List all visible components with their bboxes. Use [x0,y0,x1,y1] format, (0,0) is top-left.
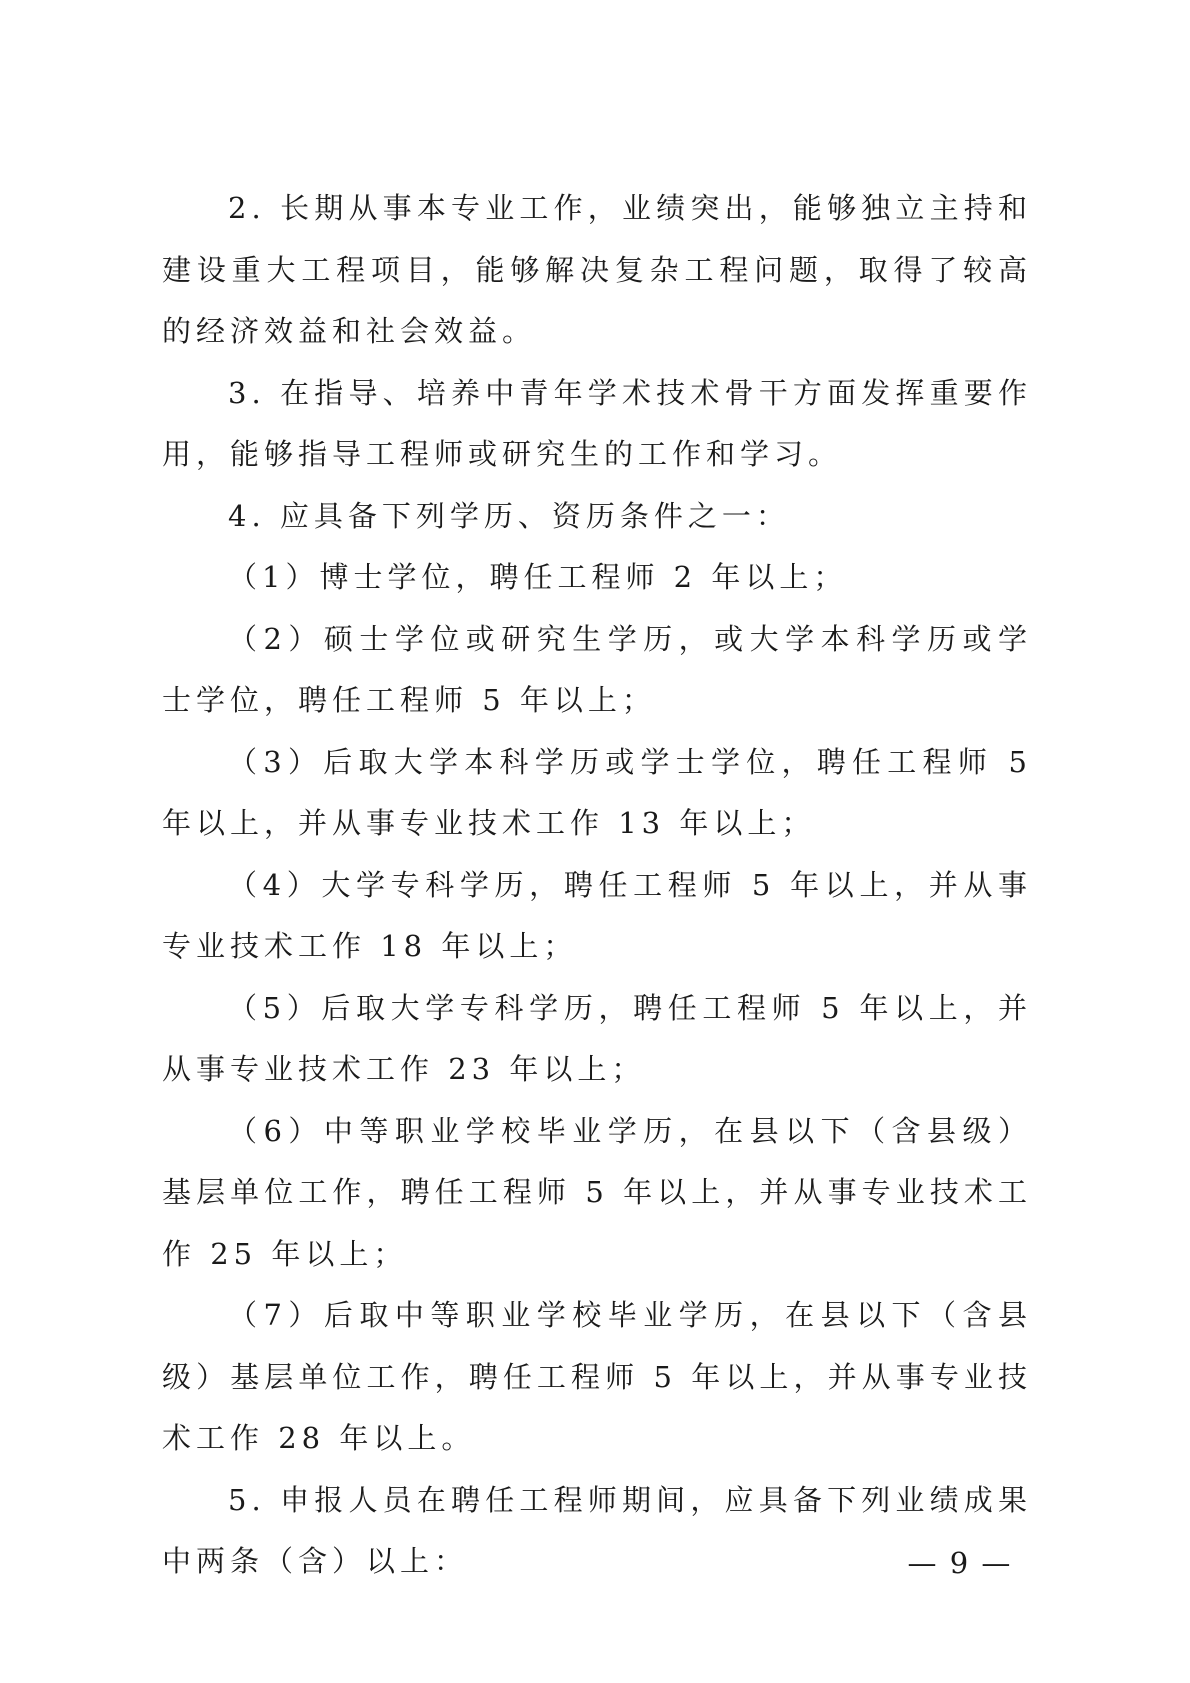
sub-item-5: （5）后取大学专科学历，聘任工程师 5 年以上，并从事专业技术工作 23 年以上； [162,990,1032,1086]
document-body [162,178,1032,1593]
paragraph-item-2: 2. 长期从事本专业工作，业绩突出，能够独立主持和建设重大工程项目，能够解决复杂工程问题，取得了较高的经济效益和社会效益。 [162,191,1032,348]
paragraph-item-3: 3. 在指导、培养中青年学术技术骨干方面发挥重要作用，能够指导工程师或研究生的工作和学习。 [162,375,1032,471]
sub-item-3: （3）后取大学本科学历或学士学位，聘任工程师 5 年以上，并从事专业技术工作 13 年以上； [162,744,1032,840]
sub-item-1: （1）博士学位，聘任工程师 2 年以上； [228,560,848,594]
sub-item-7: （7）后取中等职业学校毕业学历，在县以下（含县级）基层单位工作，聘任工程师 5 年以上，并从事专业技术工作 28 年以上。 [162,1298,1032,1455]
sub-item-6: （6）中等职业学校毕业学历，在县以下（含县级）基层单位工作，聘任工程师 5 年以上，并从事专业技术工作 25 年以上； [162,1113,1032,1271]
page-number: — 9 — [907,1546,1013,1580]
paragraph-item-5: 5. 申报人员在聘任工程师期间，应具备下列业绩成果中两条（含）以上： [162,1482,1032,1578]
sub-item-2: （2）硕士学位或研究生学历，或大学本科学历或学士学位，聘任工程师 5 年以上； [162,621,1032,717]
sub-item-4: （4）大学专科学历，聘任工程师 5 年以上，并从事专业技术工作 18 年以上； [162,867,1032,963]
paragraph-item-4: 4. 应具备下列学历、资历条件之一： [228,498,790,533]
